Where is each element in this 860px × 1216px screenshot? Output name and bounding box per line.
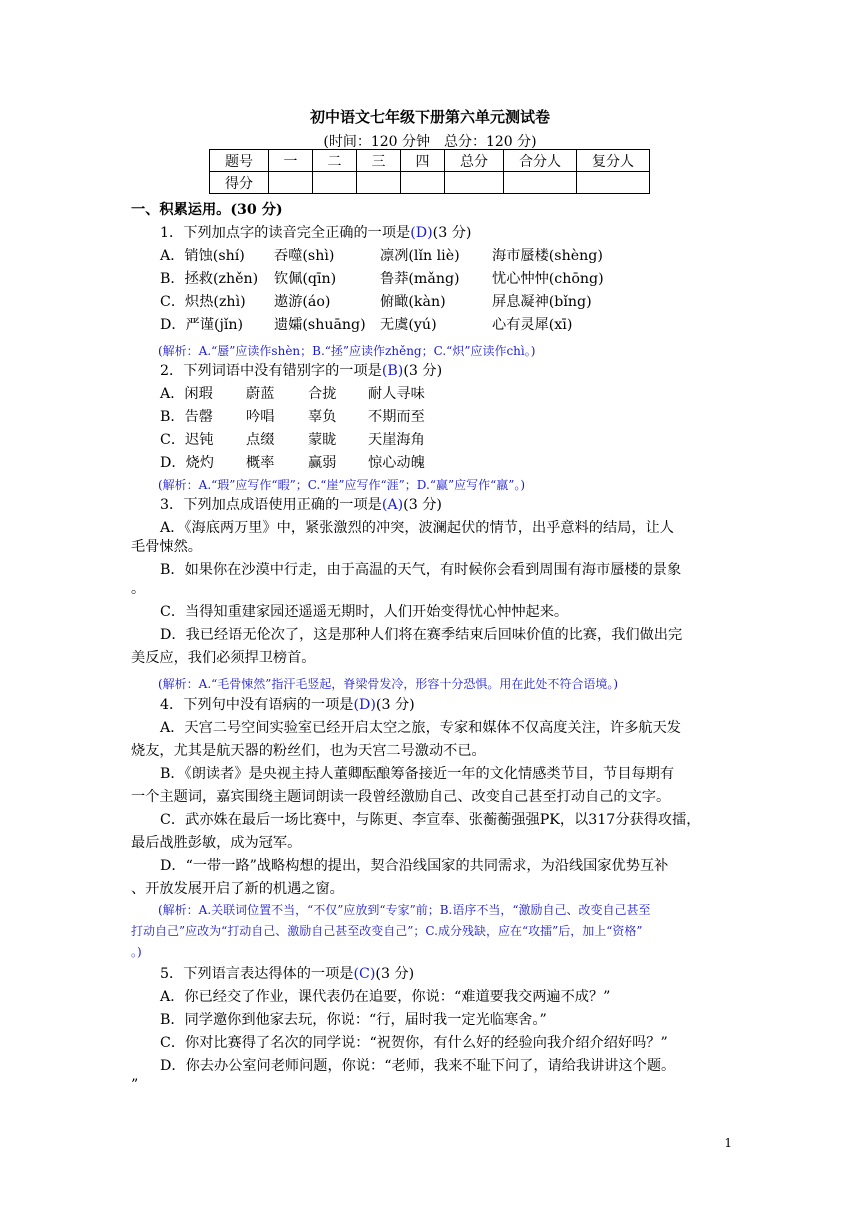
option-item: 蔚蓝 [246,386,275,402]
question-text: B．《朗读者》是央视主持人董卿酝酿筹备接近一年的文化情感类节目，节目每期有 [160,766,675,782]
option-item: 概率 [246,455,275,471]
option-item: B．拯救(zhěn) [160,271,259,287]
option-item: 合拢 [308,386,337,402]
question-text: A．《海底两万里》中，紧张激烈的冲突，波澜起伏的情节，出乎意料的结局，让人 [160,520,674,536]
explanation: (解析：A.关联词位置不当，“不仅”应放到“专家”前；B.语序不当，“激励自己、改变自己甚至 [158,903,651,917]
option-item: 赢弱 [308,455,337,471]
question-text: B．如果你在沙漠中行走，由于高温的天气，有时候你会看到周围有海市蜃楼的景象 [160,562,682,578]
question-stem [160,224,471,242]
answer: (C) [353,966,376,982]
option-item: 凛冽(lǐn liè) [380,248,460,264]
question-text: A．你已经交了作业，课代表仍在追要，你说：“难道要我交两遍不成？” [160,989,611,1005]
option-item: B．告罄 [160,409,213,425]
score-col: 四 [401,150,445,172]
points: (3 分) [403,363,443,379]
option-item: 辜负 [308,409,337,425]
option-item: 吟唱 [246,409,275,425]
explanation: (解析：A.“瑕”应写作“暇”；C.“崖”应写作“涯”；D.“赢”应写作“羸”。) [158,478,526,492]
question-stem [160,965,414,983]
question-text: C．当得知重建家园还遥遥无期时，人们开始变得忧心忡忡起来。 [160,604,569,620]
option-item: D．严谨(jǐn) [160,317,244,333]
option-item: 不期而至 [368,409,425,425]
explanation: (解析：A.“蜃”应读作shèn；B.“拯”应读作zhěng；C.“炽”应读作chì。) [158,344,536,358]
score-cell[interactable] [269,172,313,194]
explanation: 打动自己”应改为“打动自己、激励自己甚至改变自己”；C.成分残缺，应在“攻擂”后，加上“资格” [131,924,643,938]
option-item: 忧心忡忡(chōng) [492,271,604,287]
explanation: 。) [131,945,142,959]
question-text: D．“一带一路”战略构想的提出，契合沿线国家的共同需求，为沿线国家优势互补 [160,858,669,874]
page-title: 初中语文七年级下册第六单元测试卷 [309,108,550,126]
option-item: 俯瞰(kàn) [380,294,446,310]
score-table-header-row [210,150,650,172]
option-item: C．炽热(zhì) [160,294,246,310]
question-text: 一个主题词，嘉宾围绕主题词朗读一段曾经激励自己、改变自己甚至打动自己的文字。 [131,789,671,805]
option-row [160,431,425,449]
question-text: D．我已经语无伦次了，这是那种人们将在赛季结束后回味价值的比赛，我们做出完 [160,627,683,643]
option-item: 点缀 [246,432,275,448]
section-heading: 一、积累运用。(30 分) [131,202,283,218]
option-row [160,316,572,334]
points: (3 分) [403,497,442,513]
option-item: 鲁莽(mǎng) [380,271,460,287]
score-cell[interactable] [313,172,357,194]
option-item: 心有灵犀(xī) [492,317,573,333]
score-cell[interactable] [504,172,577,194]
score-table [209,149,650,194]
option-row [160,454,425,472]
question-text: A．天宫二号空间实验室已经开启太空之旅，专家和媒体不仅高度关注，许多航天发 [160,720,681,736]
score-cell[interactable] [445,172,504,194]
exam-info: (时间：120 分钟 总分：120 分) [323,134,537,150]
points: (3 分) [375,697,415,713]
points: (3 分) [375,966,415,982]
question-text: D．你去办公室问老师问题，你说：“老师，我来不耻下问了，请给我讲讲这个题。 [160,1058,676,1074]
score-col: 一 [269,150,313,172]
question-text: 最后战胜彭敏，成为冠军。 [131,835,302,851]
option-item: 惊心动魄 [368,455,425,471]
question-text: 、开放发展开启了新的机遇之窗。 [131,881,344,897]
option-item: 遨游(áo) [274,294,331,310]
option-item: 遗孀(shuāng) [274,317,366,333]
option-item: 钦佩(qīn) [274,271,337,287]
stem-text: 3．下列加点成语使用正确的一项是 [160,497,382,513]
question-text: 美反应，我们必须捍卫榜首。 [131,650,316,666]
stem-text: 1．下列加点字的读音完全正确的一项是 [160,225,411,241]
question-text: C．武亦姝在最后一场比赛中，与陈更、李宣奉、张蘅蘅强强PK，以317分获得攻擂， [160,812,701,828]
stem-text: 4．下列句中没有语病的一项是 [160,697,354,713]
question-text: ” [131,1077,139,1093]
option-item: 吞噬(shì) [274,248,335,264]
score-col: 总分 [445,150,504,172]
score-col: 复分人 [577,150,650,172]
question-stem [160,496,442,514]
option-item: A．闲瑕 [160,386,213,402]
score-cell[interactable] [401,172,445,194]
question-text: B．同学邀你到他家去玩，你说：“行，届时我一定光临寒舍。” [160,1012,547,1028]
question-text: 烧友，尤其是航天器的粉丝们，也为天宫二号激动不已。 [131,743,486,759]
question-text: 毛骨悚然。 [131,539,202,555]
option-item: C．迟钝 [160,432,214,448]
stem-text: 2．下列词语中没有错别字的一项是 [160,363,382,379]
option-row [160,408,425,426]
option-row [160,385,425,403]
option-item: 耐人寻味 [368,386,425,402]
stem-text: 5．下列语言表达得体的一项是 [160,966,354,982]
score-col: 合分人 [504,150,577,172]
score-col: 三 [357,150,401,172]
option-item: D．烧灼 [160,455,214,471]
option-item: 屏息凝神(bǐng) [492,294,592,310]
question-stem [160,696,415,714]
option-row [160,270,604,288]
option-item: A．销蚀(shí) [160,248,245,264]
score-cell[interactable] [357,172,401,194]
question-stem [160,362,442,380]
points: (3 分) [432,225,472,241]
option-row [160,247,603,265]
score-header-label: 题号 [210,150,269,172]
option-row [160,293,592,311]
option-item: 海市蜃楼(shèng) [492,248,603,264]
option-item: 天崖海角 [368,432,425,448]
answer: (B) [381,363,404,379]
page-number: 1 [724,1136,732,1150]
question-text: 。 [131,581,146,597]
answer: (A) [381,497,404,513]
answer: (D) [410,225,433,241]
question-text: C．你对比赛得了名次的同学说：“祝贺你，有什么好的经验向我介绍介绍好吗？” [160,1035,668,1051]
option-item: 蒙眬 [308,432,337,448]
score-col: 二 [313,150,357,172]
score-row-label: 得分 [210,172,269,194]
explanation: (解析：A.“毛骨悚然”指汗毛竖起，脊梁骨发冷，形容十分恐惧。用在此处不符合语境。) [158,677,619,691]
answer: (D) [353,697,376,713]
option-item: 无虞(yú) [380,317,437,333]
score-cell[interactable] [577,172,650,194]
score-table-row [210,172,650,194]
